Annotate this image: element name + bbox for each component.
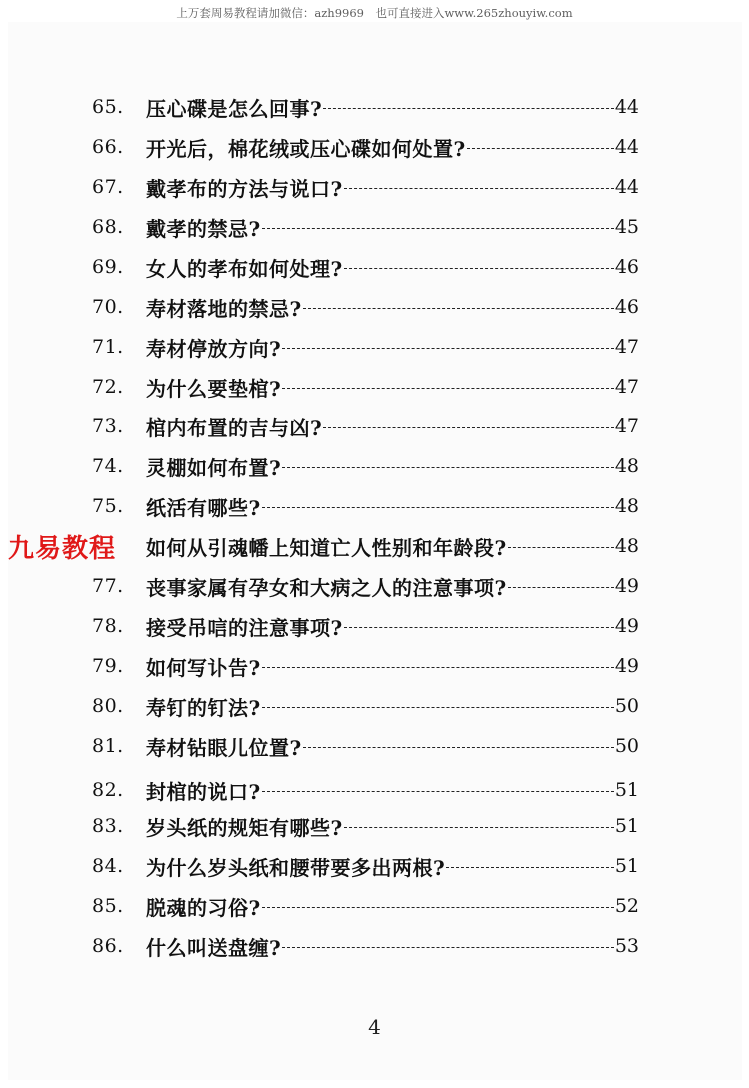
toc-entry-page: 48 — [614, 455, 639, 477]
toc-entry-title: 为什么要垫棺? — [146, 376, 282, 401]
toc-entry-page: 44 — [614, 96, 639, 118]
toc-entry-title: 戴孝布的方法与说口? — [146, 176, 343, 201]
toc-leader-dashes — [282, 348, 614, 349]
toc-entry-title: 接受吊唁的注意事项? — [146, 615, 343, 640]
toc-entry — [92, 811, 639, 841]
toc-entry-number: 67. — [92, 176, 124, 198]
toc-leader-dashes — [282, 947, 614, 948]
toc-leader-dashes — [262, 667, 614, 668]
watermark-logo: 九易教程 — [8, 534, 117, 564]
toc-entry — [92, 451, 639, 481]
toc-leader-dashes — [344, 268, 614, 269]
toc-entry-page: 53 — [614, 935, 639, 957]
toc-entry-title: 丧事家属有孕女和大病之人的注意事项? — [146, 575, 507, 600]
toc-entry-title: 岁头纸的规矩有哪些? — [146, 815, 343, 840]
toc-entry-page: 45 — [614, 216, 639, 238]
toc-entry — [92, 611, 639, 641]
toc-entry — [92, 411, 639, 441]
toc-entry-number: 71. — [92, 336, 124, 358]
toc-leader-dashes — [344, 827, 614, 828]
toc-entry-number: 80. — [92, 695, 124, 717]
toc-entry-title: 如何写讣告? — [146, 655, 261, 680]
toc-entry-page: 48 — [614, 535, 639, 557]
toc-entry-page: 48 — [614, 495, 639, 517]
toc-entry-page: 44 — [614, 176, 639, 198]
toc-entry-title: 灵棚如何布置? — [146, 455, 282, 480]
toc-entry-title: 寿材钻眼儿位置? — [146, 735, 302, 760]
toc-entry-number: 82. — [92, 779, 124, 801]
toc-leader-dashes — [344, 627, 614, 628]
toc-entry — [92, 491, 639, 521]
toc-entry-number: 86. — [92, 935, 124, 957]
toc-entry-number: 77. — [92, 575, 124, 597]
toc-entry — [92, 571, 639, 601]
toc-entry — [92, 132, 639, 162]
toc-entry — [92, 691, 639, 721]
toc-entry — [92, 651, 639, 681]
toc-entry-title: 寿材停放方向? — [146, 336, 282, 361]
toc-entry-number: 72. — [92, 376, 124, 398]
toc-entry-title: 纸活有哪些? — [146, 495, 261, 520]
toc-entry-title: 什么叫送盘缠? — [146, 935, 282, 960]
toc-entry-page: 51 — [614, 779, 639, 801]
toc-entry — [92, 775, 639, 805]
toc-entry-number: 69. — [92, 256, 124, 278]
toc-entry-page: 49 — [614, 655, 639, 677]
toc-entry-page: 44 — [614, 136, 639, 158]
toc-entry-number: 84. — [92, 855, 124, 877]
toc-entry — [92, 731, 639, 761]
toc-leader-dashes — [262, 507, 614, 508]
toc-entry-title: 脱魂的习俗? — [146, 895, 261, 920]
toc-entry-number: 79. — [92, 655, 124, 677]
page-number: 4 — [368, 1015, 381, 1039]
toc-entry-number: 65. — [92, 96, 124, 118]
toc-entry-number: 75. — [92, 495, 124, 517]
toc-entry-number: 83. — [92, 815, 124, 837]
toc-leader-dashes — [262, 907, 614, 908]
toc-entry-page: 47 — [614, 336, 639, 358]
toc-entry-number: 66. — [92, 136, 124, 158]
toc-entry-number: 85. — [92, 895, 124, 917]
toc-entry-number: 74. — [92, 455, 124, 477]
toc-entry-title: 戴孝的禁忌? — [146, 216, 261, 241]
toc-entry-number: 70. — [92, 296, 124, 318]
toc-entry-page: 47 — [614, 415, 639, 437]
toc-entry-page: 49 — [614, 575, 639, 597]
toc-entry-number: 78. — [92, 615, 124, 637]
toc-entry — [92, 332, 639, 362]
toc-leader-dashes — [303, 747, 614, 748]
toc-entry-number: 68. — [92, 216, 124, 238]
toc-entry — [92, 252, 639, 282]
toc-entry-title: 如何从引魂幡上知道亡人性别和年龄段? — [146, 535, 507, 560]
toc-leader-dashes — [467, 148, 614, 149]
toc-entry-page: 46 — [614, 296, 639, 318]
toc-entry-title: 压心碟是怎么回事? — [146, 96, 323, 121]
toc-leader-dashes — [323, 427, 614, 428]
toc-entry-page: 52 — [614, 895, 639, 917]
toc-entry-page: 51 — [614, 855, 639, 877]
toc-entry — [92, 531, 639, 561]
toc-entry — [92, 172, 639, 202]
toc-entry — [92, 292, 639, 322]
toc-entry-title: 开光后，棉花绒或压心碟如何处置? — [146, 136, 466, 161]
toc-entry-page: 49 — [614, 615, 639, 637]
toc-entry — [92, 891, 639, 921]
toc-leader-dashes — [262, 707, 614, 708]
toc-leader-dashes — [446, 867, 614, 868]
toc-entry-number: 81. — [92, 735, 124, 757]
toc-entry — [92, 851, 639, 881]
toc-entry-page: 46 — [614, 256, 639, 278]
toc-leader-dashes — [344, 188, 614, 189]
toc-leader-dashes — [282, 467, 614, 468]
toc-leader-dashes — [508, 587, 614, 588]
toc-entry-page: 47 — [614, 376, 639, 398]
toc-entry — [92, 372, 639, 402]
toc-leader-dashes — [262, 228, 614, 229]
toc-entry — [92, 212, 639, 242]
toc-leader-dashes — [262, 791, 614, 792]
toc-entry-page: 51 — [614, 815, 639, 837]
toc-leader-dashes — [303, 308, 614, 309]
toc-entry-number: 73. — [92, 415, 124, 437]
toc-entry-title: 为什么岁头纸和腰带要多出两根? — [146, 855, 446, 880]
toc-leader-dashes — [282, 388, 614, 389]
toc-entry-title: 寿钉的钉法? — [146, 695, 261, 720]
toc-entry-title: 封棺的说口? — [146, 779, 261, 804]
toc-entry — [92, 92, 639, 122]
toc-leader-dashes — [323, 108, 614, 109]
toc-entry-title: 棺内布置的吉与凶? — [146, 415, 323, 440]
toc-entry — [92, 931, 639, 961]
toc-entry-title: 女人的孝布如何处理? — [146, 256, 343, 281]
toc-entry-title: 寿材落地的禁忌? — [146, 296, 302, 321]
top-banner: 上万套周易教程请加微信：azh9969 也可直接进入www.265zhouyiw.com — [176, 6, 573, 20]
toc-entry-page: 50 — [614, 695, 639, 717]
toc-leader-dashes — [508, 547, 614, 548]
toc-entry-page: 50 — [614, 735, 639, 757]
